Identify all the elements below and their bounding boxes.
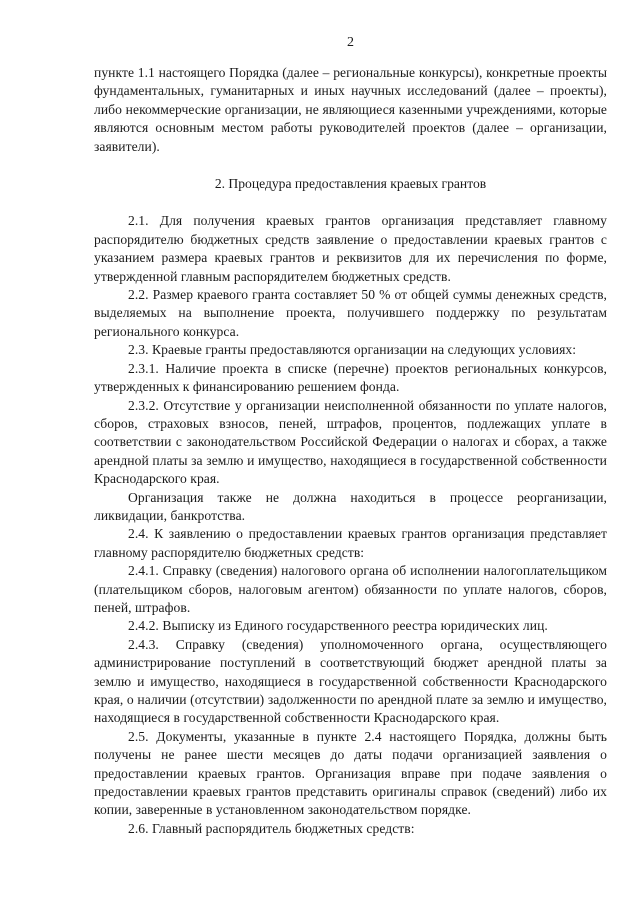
paragraph-2-3: 2.3. Краевые гранты предоставляются организации на следующих условиях: — [128, 342, 577, 358]
paragraph-2-4: 2.4. К заявлению о предоставлении краевых грантов организация представляет главному распорядителю бюджетных средств: — [94, 526, 607, 560]
section-heading: 2. Процедура предоставления краевых грантов — [214, 176, 487, 192]
paragraph-2-3-2: 2.3.2. Отсутствие у организации неисполненной обязанности по уплате налогов, сборов, страховых взносов, пеней, штрафов, процентов, подлежащих уплате в соответствии с законодательством Российской Федерации о налогах и сборах, а также арендной платы за землю и имущество, находящиеся в государственной собственности Краснодарского края. — [94, 397, 607, 487]
paragraph-2-1: 2.1. Для получения краевых грантов организация представляет главному распорядителю бюджетных средств заявление о предоставлении краевых грантов с указанием размера краевых грантов и реквизитов для их перечисления по форме, утвержденной главным распорядителем бюджетных средств. — [94, 213, 607, 284]
paragraph-2-6: 2.6. Главный распорядитель бюджетных средств: — [128, 820, 415, 836]
paragraph-2-4-1: 2.4.1. Справку (сведения) налогового органа об исполнении налогоплательщиком (плательщиком сборов, налоговым агентом) обязанности по уплате налогов, сборов, пеней, штрафов. — [94, 563, 607, 615]
paragraph-reorganization: Организация также не должна находиться в процессе реорганизации, ликвидации, банкротства. — [94, 489, 607, 523]
paragraph-2-4-3: 2.4.3. Справку (сведения) уполномоченного органа, осуществляющего администрирование поступлений в соответствующий бюджет арендной платы за землю и имущество, находящиеся в государственной собственности Краснодарского края, о наличии (отсутствии) задолженности по арендной плате за землю и имущество, находящиеся в государственной собственности Краснодарского края. — [94, 636, 607, 726]
paragraph-2-4-2: 2.4.2. Выписку из Единого государственного реестра юридических лиц. — [128, 618, 548, 634]
page-number: 2 — [347, 35, 354, 50]
paragraph-2-3-1: 2.3.1. Наличие проекта в списке (перечне) проектов региональных конкурсов, утвержденных к финансированию решением фонда. — [94, 360, 607, 395]
paragraph-2-2: 2.2. Размер краевого гранта составляет 50 % от общей суммы денежных средств, выделяемых на выполнение проекта, получившего поддержку по результатам регионального конкурса. — [94, 287, 607, 339]
intro-paragraph: пункте 1.1 настоящего Порядка (далее – региональные конкурсы), конкретные проекты фундаментальных, гуманитарных и иных научных исследований (далее – проекты), либо некоммерческие организации, не являющиеся казенными учреждениями, которые являются основным местом работы руководителей проектов (далее – организации, заявители). — [94, 65, 607, 154]
paragraph-2-5: 2.5. Документы, указанные в пункте 2.4 настоящего Порядка, должны быть получены не ранее шести месяцев до даты подачи организацией заявления о предоставлении краевых грантов. Организация вправе при подаче заявления о предоставлении краевых грантов представить оригиналы справок (сведений) либо их копии, заверенные в установленном законодательством порядке. — [94, 728, 607, 818]
